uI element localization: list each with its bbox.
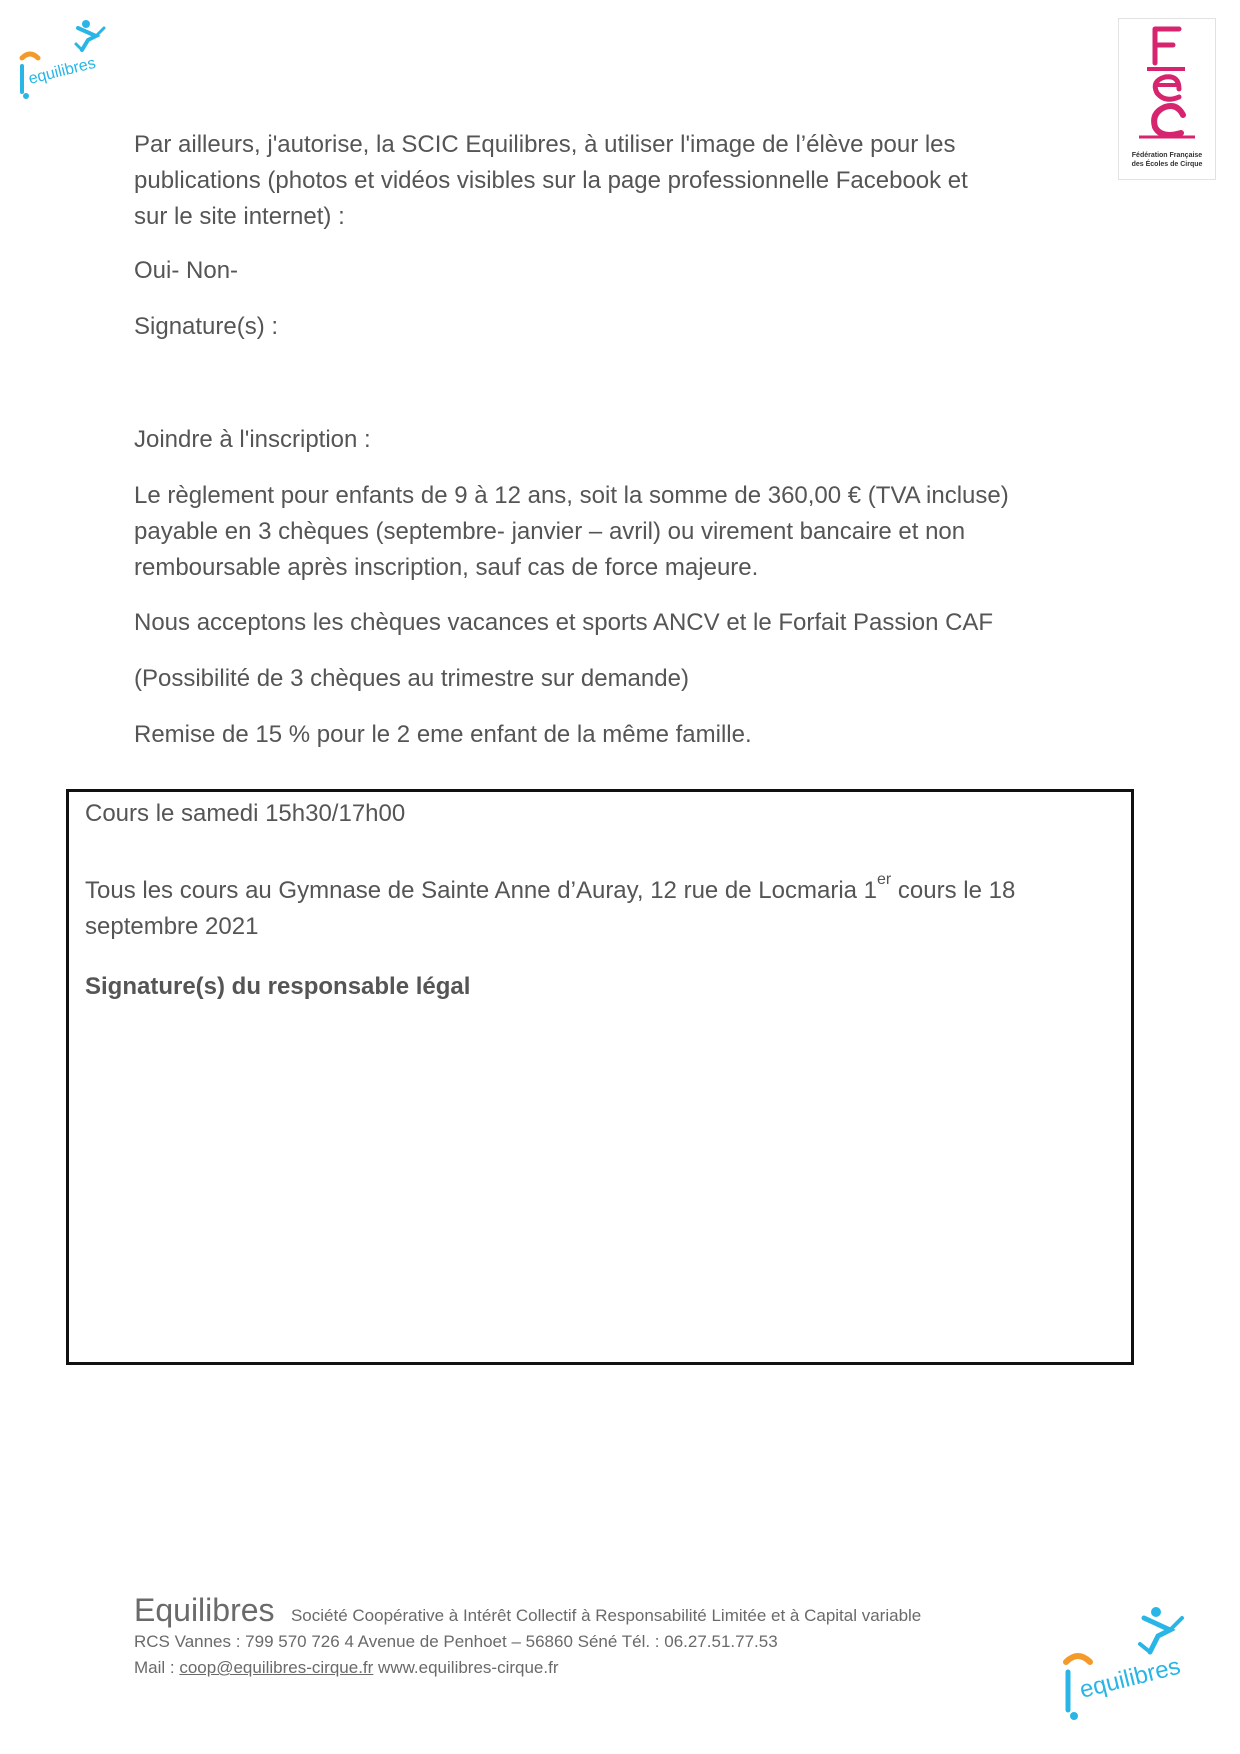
course-schedule: Cours le samedi 15h30/17h00 xyxy=(85,800,406,827)
image-rights-paragraph xyxy=(134,127,1114,235)
ffec-caption: Fédération Française des Écoles de Cirque xyxy=(1131,152,1203,168)
equilibres-logo-top xyxy=(16,14,116,106)
joindre-heading: Joindre à l'inscription : xyxy=(134,426,371,453)
footer-tagline: Société Coopérative à Intérêt Collectif à Responsabilité Limitée et à Capital variable xyxy=(290,1606,922,1625)
legal-guardian-signature-title: Signature(s) du responsable légal xyxy=(85,973,471,1000)
footer-website: www.equilibres-cirque.fr xyxy=(373,1658,559,1677)
footer-brand: Equilibres xyxy=(134,1592,275,1628)
footer-line-1 xyxy=(134,1592,1034,1629)
image-rights-line-3: sur le site internet) : xyxy=(134,203,345,230)
reglement-line-1: Le règlement pour enfants de 9 à 12 ans, soit la somme de 360,00 € (TVA incluse) xyxy=(134,482,1009,509)
footer-rcs-address: RCS Vannes : 799 570 726 4 Avenue de Penhoet – 56860 Séné Tél. : 06.27.51.77.53 xyxy=(134,1632,778,1651)
reglement-paragraph xyxy=(134,478,1114,586)
course-location: Tous les cours au Gymnase de Sainte Anne d’Auray, 12 rue de Locmaria 1er cours le 18 xyxy=(85,871,1016,904)
equilibres-logo-bottom-word: equilibres xyxy=(1076,1652,1184,1704)
cheques-text: Nous acceptons les chèques vacances et sports ANCV et le Forfait Passion CAF xyxy=(134,609,994,636)
ffec-logo xyxy=(1118,18,1216,180)
oui-non-choice: Oui- Non- xyxy=(134,257,239,284)
footer-contact: Mail : coop@equilibres-cirque.fr www.equilibres-cirque.fr xyxy=(134,1658,559,1677)
reglement-line-3: remboursable après inscription, sauf cas de force majeure. xyxy=(134,554,759,581)
equilibres-logo-word: equilibres xyxy=(26,54,98,88)
remise-text: Remise de 15 % pour le 2 eme enfant de la même famille. xyxy=(134,721,752,748)
image-rights-line-1: Par ailleurs, j'autorise, la SCIC Equilibres, à utiliser l'image de l’élève pour les xyxy=(134,131,956,158)
image-rights-line-2: publications (photos et vidéos visibles sur la page professionnelle Facebook et xyxy=(134,167,968,194)
superscript-er: er xyxy=(877,871,892,888)
footer-email-link[interactable]: coop@equilibres-cirque.fr xyxy=(179,1658,374,1677)
reglement-line-2: payable en 3 chèques (septembre- janvier – avril) ou virement bancaire et non xyxy=(134,518,966,545)
footer xyxy=(134,1592,1034,1681)
equilibres-logo-bottom xyxy=(1060,1600,1200,1730)
possibilite-text: (Possibilité de 3 chèques au trimestre sur demande) xyxy=(134,665,689,692)
course-start-date: septembre 2021 xyxy=(85,913,259,940)
signature-label: Signature(s) : xyxy=(134,313,279,340)
course-info-box xyxy=(66,789,1134,1365)
